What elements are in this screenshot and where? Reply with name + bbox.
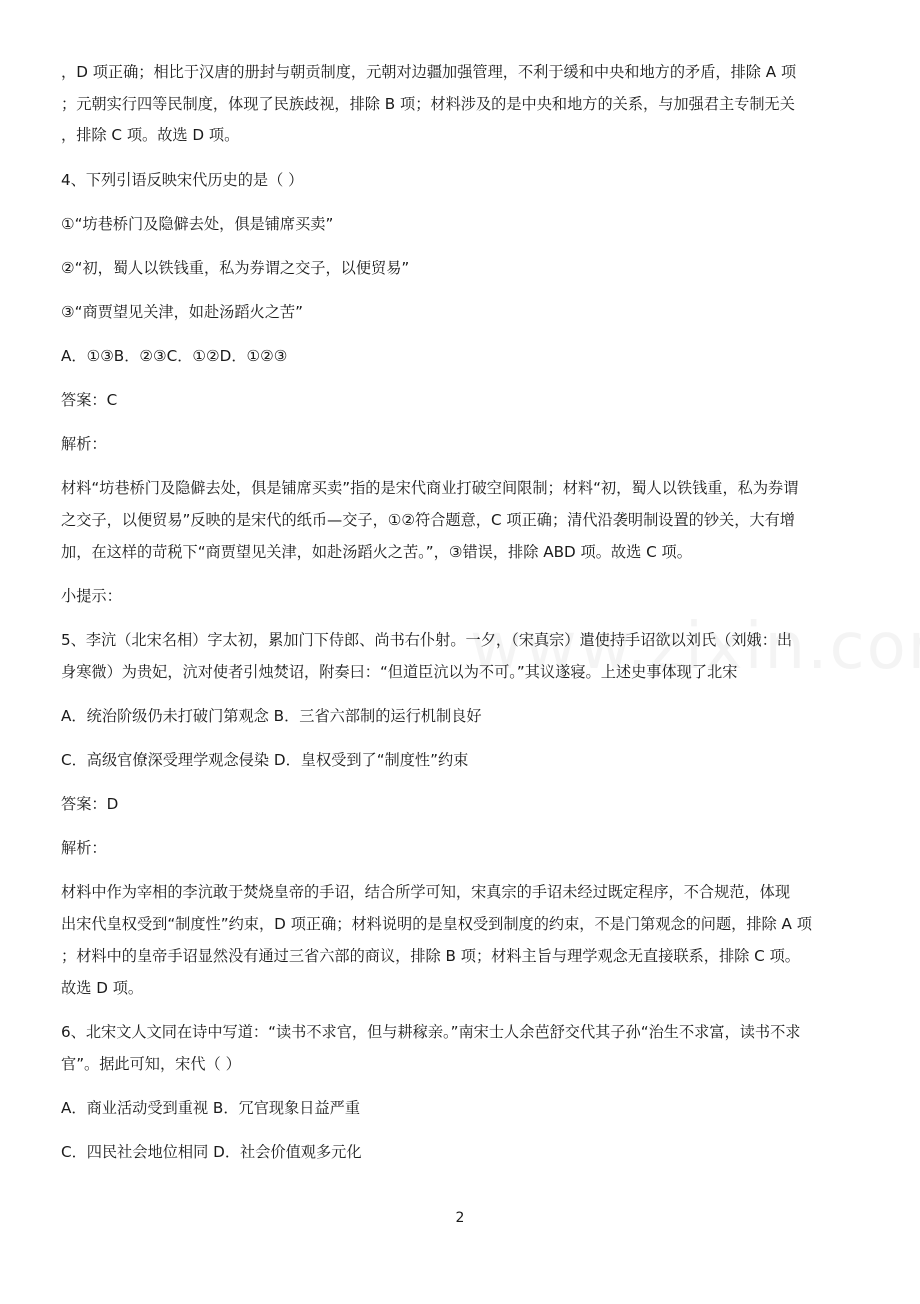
q4-stem: 4、下列引语反映宋代历史的是（ ） [61,171,304,189]
q4-item-2: ②“初，蜀人以铁钱重，私为券谓之交子，以便贸易” [61,259,410,277]
q5-analysis-line-2: 出宋代皇权受到“制度性”约束，D 项正确；材料说明的是皇权受到制度的约束，不是门第观念的问题，排除 A 项 [61,915,812,933]
prev-analysis-line-3: ，排除 C 项。故选 D 项。 [61,126,240,144]
q4-tip: 小提示： [61,587,122,605]
page-number: 2 [455,1210,465,1226]
q5-stem-line-2: 身寒微）为贵妃，沆对使者引烛焚诏，附奏曰：“但道臣沆以为不可。”其议遂寝。上述史事体现了北宋 [61,663,738,681]
q5-answer: 答案：D [61,795,119,813]
q5-analysis-line-3: ；材料中的皇帝手诏显然没有通过三省六部的商议，排除 B 项；材料主旨与理学观念无直接联系，排除 C 项。 [61,947,800,965]
q5-analysis-label: 解析： [61,839,107,857]
q6-options-cd: C．四民社会地位相同 D．社会价值观多元化 [61,1143,362,1161]
q4-analysis-line-2: 之交子，以便贸易”反映的是宋代的纸币—交子，①②符合题意，C 项正确；清代沿袭明制设置的钞关，大有增 [61,511,795,529]
q4-item-3: ③“商贾望见关津，如赴汤蹈火之苦” [61,303,303,321]
q6-options-ab: A．商业活动受到重视 B．冗官现象日益严重 [61,1099,361,1117]
q6-stem-line-2: 官”。据此可知，宋代（ ） [61,1055,241,1073]
q6-stem-line-1: 6、北宋文人文同在诗中写道：“读书不求官，但与耕稼亲。”南宋士人余芭舒交代其子孙“治生不求富，读书不求 [61,1023,801,1041]
q5-options-cd: C．高级官僚深受理学观念侵染 D．皇权受到了“制度性”约束 [61,751,469,769]
q5-analysis-line-1: 材料中作为宰相的李沆敢于焚烧皇帝的手诏，结合所学可知，宋真宗的手诏未经过既定程序，不合规范，体现 [61,883,790,901]
prev-analysis-line-2: ；元朝实行四等民制度，体现了民族歧视，排除 B 项；材料涉及的是中央和地方的关系，与加强君主专制无关 [61,95,795,113]
q4-answer: 答案：C [61,391,118,409]
q4-analysis-label: 解析： [61,435,107,453]
q4-item-1: ①“坊巷桥门及隐僻去处，俱是铺席买卖” [61,215,334,233]
q4-options: A．①③B．②③C．①②D．①②③ [61,347,288,365]
q4-analysis-line-3: 加，在这样的苛税下“商贾望见关津，如赴汤蹈火之苦。”，③错误，排除 ABD 项。故选 C 项。 [61,543,692,561]
q5-stem-line-1: 5、李沆（北宋名相）字太初，累加门下侍郎、尚书右仆射。一夕，（宋真宗）遣使持手诏欲以刘氏（刘娥：出 [61,631,793,649]
q5-analysis-line-4: 故选 D 项。 [61,979,144,997]
q5-options-ab: A．统治阶级仍未打破门第观念 B．三省六部制的运行机制良好 [61,707,482,725]
q4-analysis-line-1: 材料“坊巷桥门及隐僻去处，俱是铺席买卖”指的是宋代商业打破空间限制；材料“初，蜀人以铁钱重，私为券谓 [61,479,799,497]
prev-analysis-line-1: ，D 项正确；相比于汉唐的册封与朝贡制度，元朝对边疆加强管理，不利于缓和中央和地方的矛盾，排除 A 项 [61,63,797,81]
